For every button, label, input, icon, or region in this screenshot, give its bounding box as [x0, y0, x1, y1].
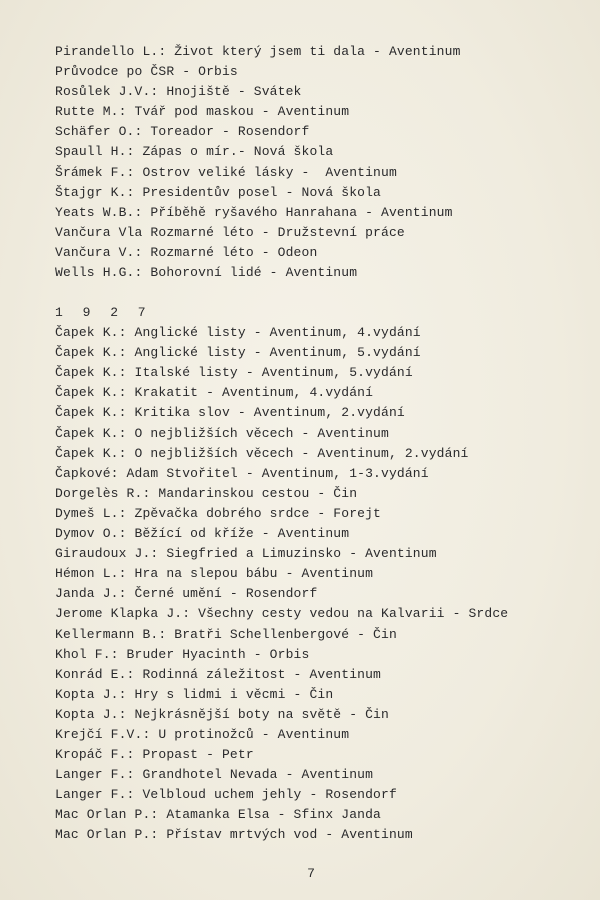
- bibliography-entry: Čapek K.: Italské listy - Aventinum, 5.vydání: [55, 365, 413, 381]
- bibliography-entry: Šrámek F.: Ostrov veliké lásky - Aventinum: [55, 164, 397, 180]
- bibliography-entry: Spaull H.: Zápas o mír.- Nová škola: [55, 144, 334, 160]
- bibliography-entry: Kellermann B.: Bratři Schellenbergové - Čin: [55, 626, 397, 642]
- page-number: 7: [307, 866, 315, 881]
- bibliography-entry: Giraudoux J.: Siegfried a Limuzinsko - Aventinum: [55, 546, 437, 562]
- bibliography-entry: Langer F.: Grandhotel Nevada - Aventinum: [55, 767, 374, 783]
- bibliography-entry: Jerome Klapka J.: Všechny cesty vedou na Kalvarii - Srdce: [55, 606, 509, 622]
- bibliography-entry: Rutte M.: Tvář pod maskou - Aventinum: [55, 104, 350, 120]
- bibliography-entry: Krejčí F.V.: U protinožců - Aventinum: [55, 726, 350, 742]
- bibliography-entry: Čapek K.: Anglické listy - Aventinum, 5.vydání: [55, 345, 421, 361]
- bibliography-entry: Mac Orlan P.: Přístav mrtvých vod - Aventinum: [55, 827, 413, 843]
- bibliography-entry: Wells H.G.: Bohorovní lidé - Aventinum: [55, 265, 358, 281]
- bibliography-entry: Rosůlek J.V.: Hnojiště - Svátek: [55, 84, 302, 100]
- bibliography-entry: Kopta J.: Nejkrásnější boty na světě - Čin: [55, 706, 389, 722]
- bibliography-entry: Pirandello L.: Život který jsem ti dala - Aventinum: [55, 44, 461, 59]
- bibliography-entry: Čapek K.: O nejbližších věcech - Aventinum, 2.vydání: [55, 445, 469, 461]
- bibliography-entry: Vančura Vla Rozmarné léto - Družstevní práce: [55, 224, 405, 240]
- bibliography-entry: Dymeš L.: Zpěvačka dobrého srdce - Forejt: [55, 505, 382, 521]
- bibliography-entry: Průvodce po ČSR - Orbis: [55, 64, 238, 80]
- bibliography-entry: Konrád E.: Rodinná záležitost - Aventinum: [55, 666, 382, 682]
- entry-list-1927: [55, 303, 585, 846]
- bibliography-entry: Čapek K.: O nejbližších věcech - Aventinum: [55, 425, 389, 441]
- bibliography-entry: Schäfer O.: Toreador - Rosendorf: [55, 124, 310, 140]
- bibliography-entry: Čapek K.: Krakatit - Aventinum, 4.vydání: [55, 385, 374, 401]
- bibliography-entry: Mac Orlan P.: Atamanka Elsa - Sfinx Janda: [55, 807, 382, 823]
- bibliography-entry: Yeats W.B.: Příběhě ryšavého Hanrahana - Aventinum: [55, 204, 453, 220]
- bibliography-entry: Vančura V.: Rozmarné léto - Odeon: [55, 244, 318, 260]
- bibliography-entry: Čapek K.: Kritika slov - Aventinum, 2.vydání: [55, 405, 405, 421]
- bibliography-entry: Khol F.: Bruder Hyacinth - Orbis: [55, 646, 310, 662]
- entry-list-preceding: [55, 42, 585, 283]
- bibliography-entry: Janda J.: Černé umění - Rosendorf: [55, 586, 318, 602]
- bibliography-entry: Dymov O.: Běžící od kříže - Aventinum: [55, 526, 350, 542]
- bibliography-entry: Štajgr K.: Presidentův posel - Nová škola: [55, 184, 382, 200]
- bibliography-entry: Langer F.: Velbloud uchem jehly - Rosendorf: [55, 787, 397, 803]
- year-heading: 1 9 2 7: [55, 305, 152, 320]
- bibliography-entry: Kopta J.: Hry s lidmi i věcmi - Čin: [55, 686, 334, 702]
- bibliography-entry: Čapek K.: Anglické listy - Aventinum, 4.vydání: [55, 325, 421, 341]
- bibliography-entry: Čapkové: Adam Stvořitel - Aventinum, 1-3.vydání: [55, 465, 429, 481]
- bibliography-entry: Kropáč F.: Propast - Petr: [55, 747, 254, 763]
- bibliography-entry: Dorgelès R.: Mandarinskou cestou - Čin: [55, 485, 358, 501]
- bibliography-entry: Hémon L.: Hra na slepou bábu - Aventinum: [55, 566, 374, 582]
